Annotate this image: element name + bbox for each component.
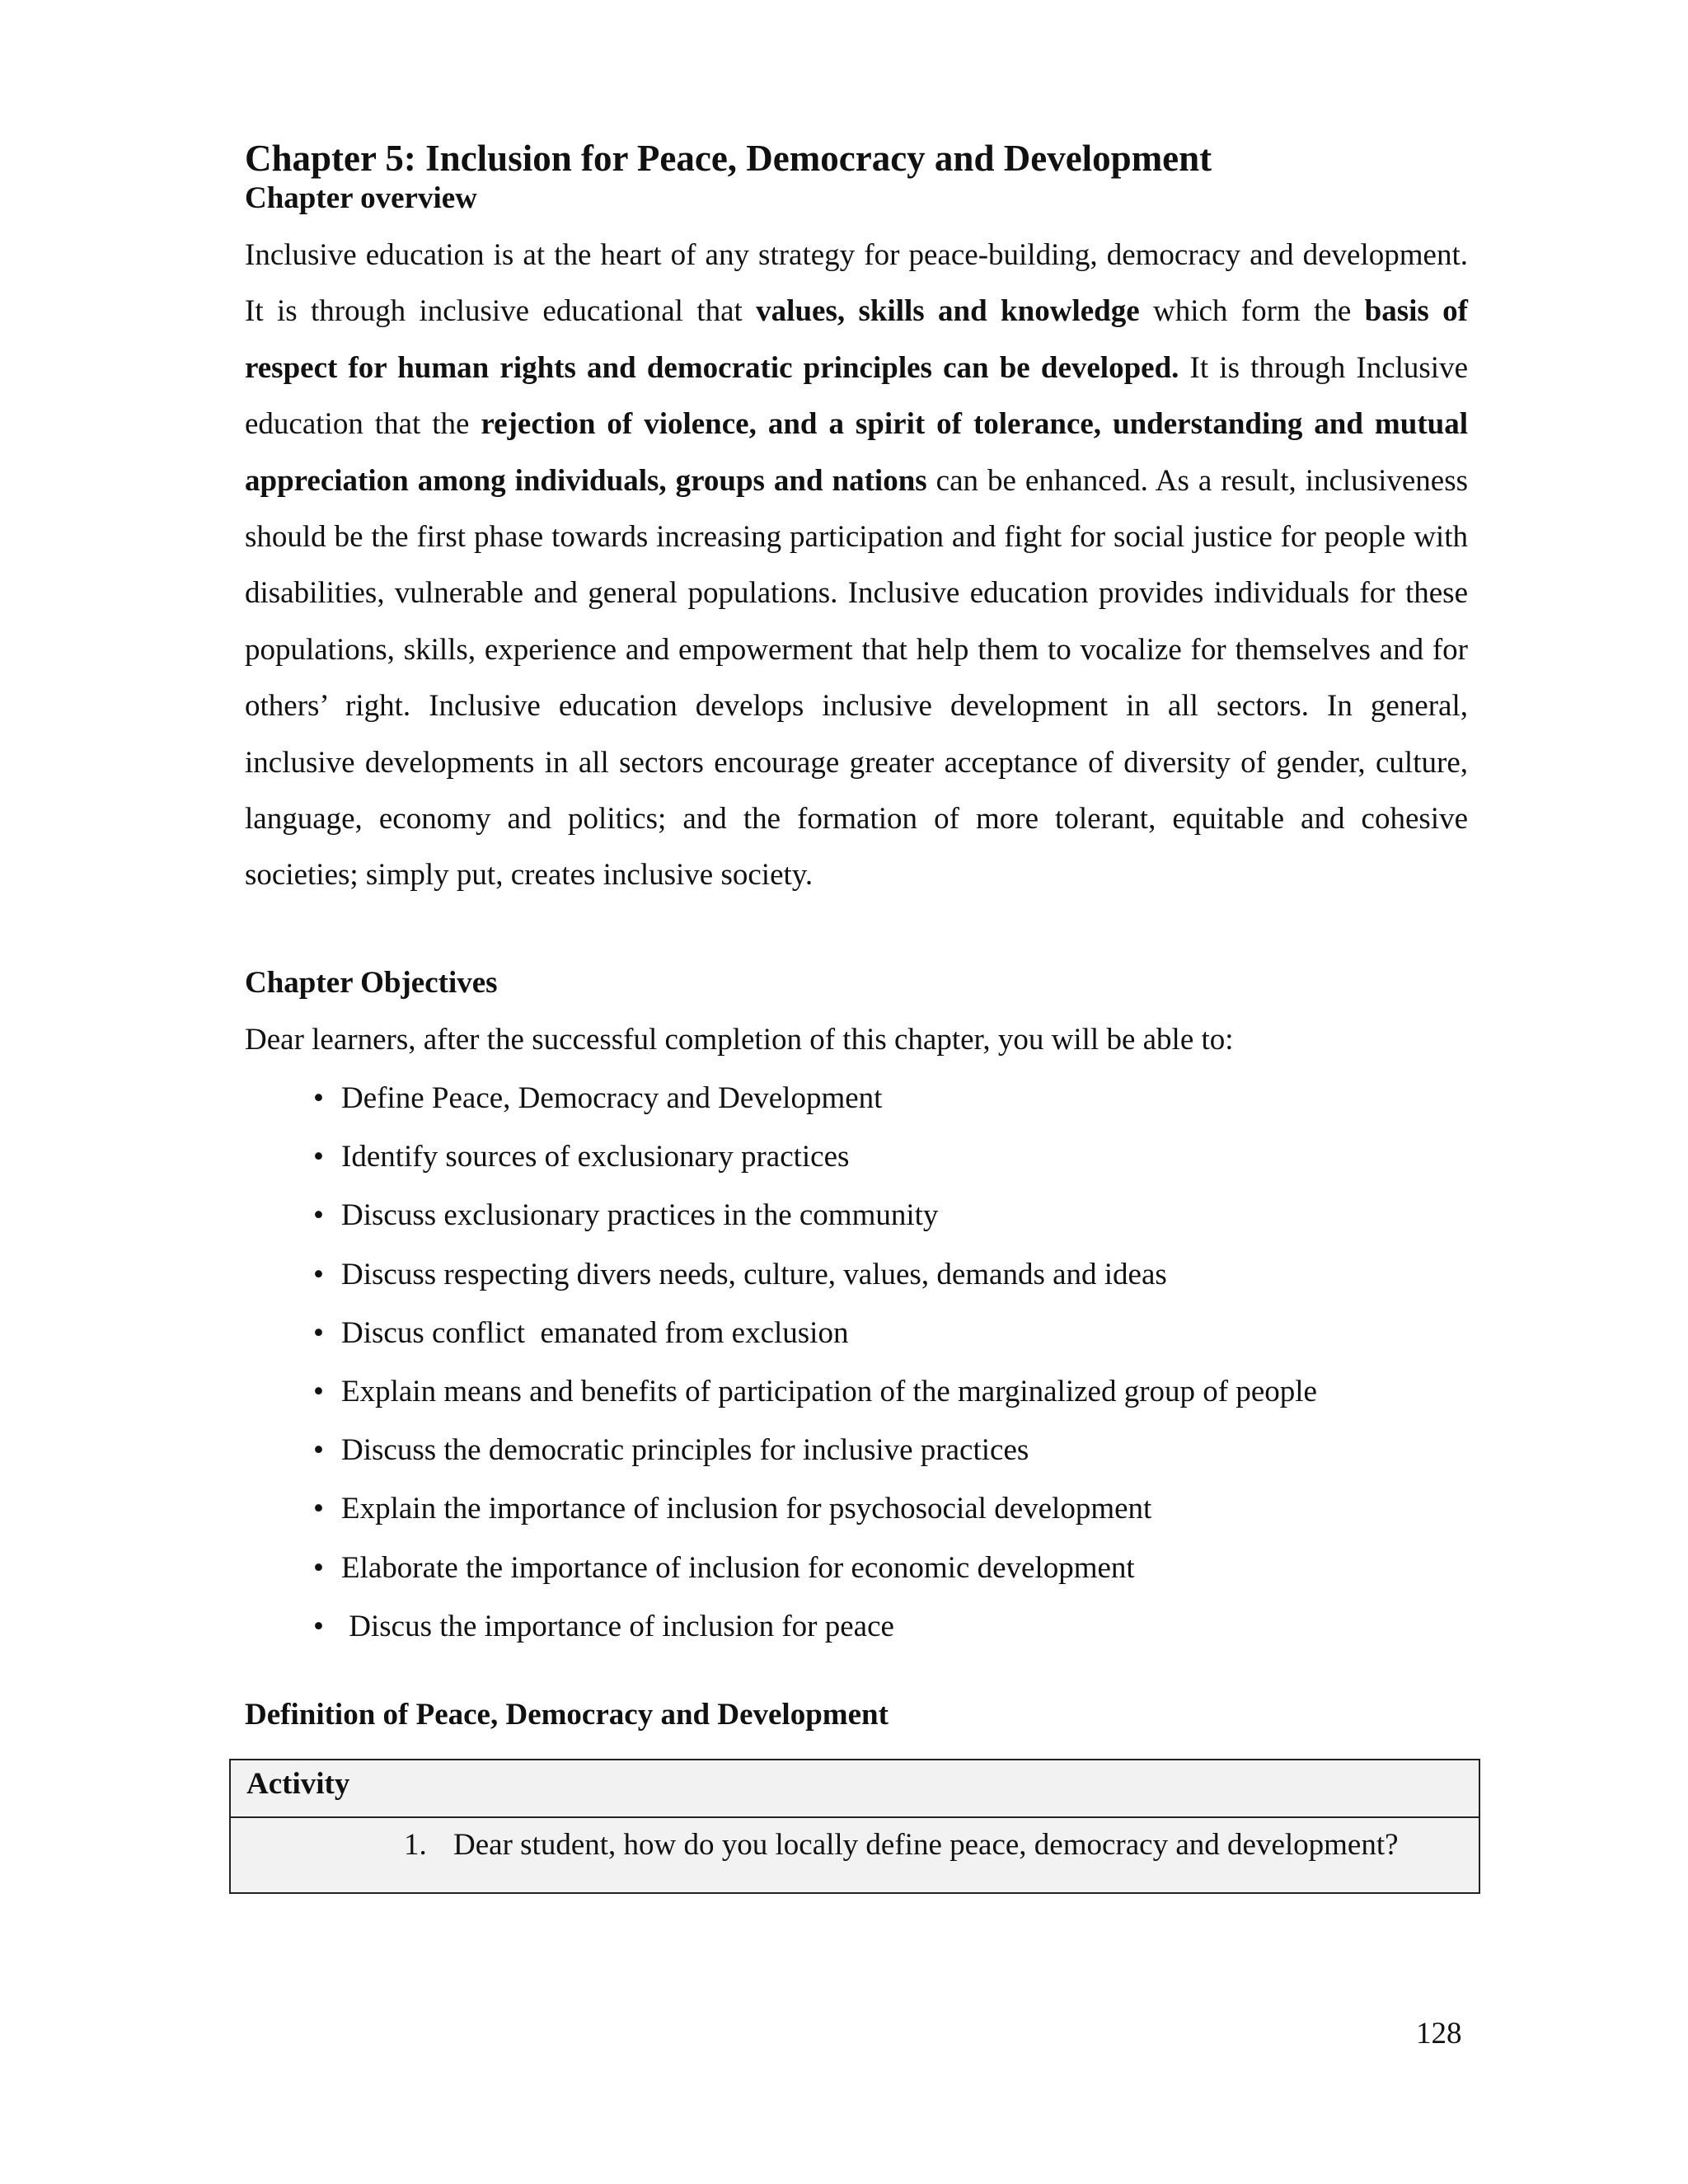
- bullet-icon: •: [313, 1198, 324, 1233]
- chapter-overview-heading: Chapter overview: [245, 181, 477, 215]
- activity-question-text: Dear student, how do you locally define peace, democracy and development?: [453, 1828, 1399, 1862]
- objective-text: Identify sources of exclusionary practices: [341, 1140, 850, 1174]
- objectives-list: [313, 1076, 1317, 1662]
- activity-header: Activity: [231, 1760, 1479, 1818]
- bullet-icon: •: [313, 1257, 324, 1291]
- objective-text: Discuss exclusionary practices in the community: [341, 1198, 939, 1233]
- objective-item: [313, 1486, 1317, 1544]
- chapter-title: Chapter 5: Inclusion for Peace, Democracy and Development: [245, 138, 1212, 179]
- bullet-icon: •: [313, 1374, 324, 1408]
- overview-text: It is through Inclusive education that the: [245, 350, 1469, 442]
- bullet-icon: •: [313, 1550, 324, 1585]
- objective-item: [313, 1545, 1317, 1604]
- objective-text: Define Peace, Democracy and Development: [341, 1081, 883, 1115]
- objective-text: Explain the importance of inclusion for psychosocial development: [341, 1492, 1152, 1526]
- activity-question: [404, 1825, 1399, 1866]
- objective-item: [313, 1193, 1317, 1251]
- objective-item: [313, 1310, 1317, 1369]
- objective-item: [313, 1604, 1317, 1662]
- overview-text: which form the: [1139, 294, 1365, 329]
- activity-question-number: 1.: [404, 1828, 427, 1862]
- bullet-icon: •: [313, 1315, 324, 1350]
- objective-item: [313, 1427, 1317, 1486]
- objective-text: Discuss respecting divers needs, culture, values, demands and ideas: [341, 1257, 1167, 1291]
- overview-text: Inclusive education is at the heart of any strategy for peace-building, democracy and development. It is through inclusive educational that: [245, 238, 1468, 329]
- objective-text: Explain means and benefits of participation of the marginalized group of people: [341, 1374, 1317, 1408]
- definition-heading: Definition of Peace, Democracy and Development: [245, 1698, 889, 1732]
- objective-text: Elaborate the importance of inclusion for economic development: [341, 1550, 1135, 1585]
- bullet-icon: •: [313, 1140, 324, 1174]
- bullet-icon: •: [313, 1081, 324, 1115]
- overview-emphasis: rejection of violence, and a spirit of tolerance, understanding and mutual appreciation among individuals, groups and nations: [245, 407, 1468, 498]
- overview-emphasis: basis of respect for human rights and democratic principles can be developed.: [245, 294, 1468, 385]
- bullet-icon: •: [313, 1433, 324, 1468]
- activity-box: [229, 1759, 1480, 1894]
- overview-text: can be enhanced. As a result, inclusiveness should be the first phase towards increasing participation and fight for social justice for people with disabilities, vulnerable and general populations. Inclusive education provides individuals for these populations, skills, experience and empowerment that help them to vocalize for themselves and for others’ right. Inclusive education develops inclusive development in all sectors. In general, inclusive developments in all sectors encourage greater acceptance of diversity of gender, culture, language, economy and politics; and the formation of more tolerant, equitable and cohesive societies; simply put, creates inclusive society.: [245, 463, 1469, 893]
- page-number: 128: [1416, 2017, 1462, 2050]
- chapter-overview-paragraph: [245, 227, 1468, 904]
- objectives-intro: Dear learners, after the successful completion of this chapter, you will be able to:: [245, 1023, 1234, 1057]
- objective-text: Discuss the democratic principles for inclusive practices: [341, 1433, 1029, 1468]
- objective-item: [313, 1369, 1317, 1427]
- overview-emphasis: values, skills and knowledge: [756, 294, 1140, 329]
- objective-item: [313, 1252, 1317, 1310]
- chapter-objectives-heading: Chapter Objectives: [245, 966, 498, 1000]
- bullet-icon: •: [313, 1609, 324, 1643]
- objective-item: [313, 1076, 1317, 1134]
- objective-text: Discus conflict emanated from exclusion: [341, 1315, 849, 1350]
- objective-text: Discus the importance of inclusion for peace: [341, 1609, 894, 1643]
- bullet-icon: •: [313, 1492, 324, 1526]
- objective-item: [313, 1134, 1317, 1193]
